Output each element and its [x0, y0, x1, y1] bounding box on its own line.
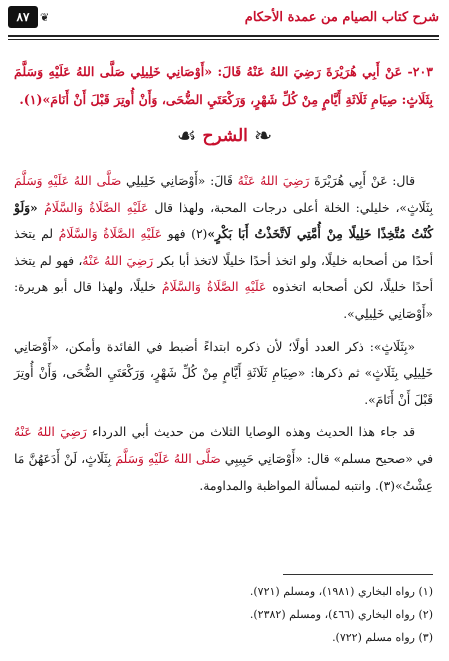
- text-run: لم يتخذ أحدًا من أصحابه خليلًا، ولو اتخذ أحدًا خليلًا لاتخذ أبا بكر: [14, 227, 433, 268]
- honorific: صَلَّى اللهُ عَلَيْهِ وَسَلَّمَ: [115, 451, 221, 466]
- page-number-box: [8, 6, 51, 28]
- text-run: قد جاء هذا الحديث وهذه الوصايا الثلاث من حديث أبي الدرداء: [86, 425, 415, 440]
- text-run: خليلًا، ولهذا قال أبو هريرة: «أَوْصَانِي خَلِيلِي».: [14, 280, 433, 321]
- running-title: شرح كتاب الصيام من عمدة الأحكام: [244, 10, 439, 25]
- text-run: . وانتبه لمسألة المواظبة والمداومة.: [199, 478, 379, 493]
- footnote: (٣) رواه مسلم (٧٢٢).: [332, 631, 433, 644]
- page-header: [8, 4, 439, 34]
- footnotes: [14, 580, 433, 649]
- ornament-icon: ❦: [40, 10, 50, 24]
- honorific: رَضِيَ اللهُ عَنْهُ: [237, 174, 310, 188]
- section-divider: [0, 120, 449, 152]
- header-rule: [8, 35, 439, 40]
- hadith-quote: «وَلَوْ كُنْتُ مُتَّخِذًا خَلِيلًا مِنْ أُمَّتِي لَاتَّخَذْتُ أَبَا بَكْرٍ»: [14, 199, 433, 242]
- honorific: رَضِيَ اللهُ عَنْهُ: [14, 425, 87, 440]
- text-run: قَالَ: «أَوْصَانِي خَلِيلِي: [121, 174, 238, 188]
- footnote-marker: (٣): [378, 478, 396, 493]
- footnote-marker: (٢): [191, 227, 208, 242]
- honorific: عَلَيْهِ الصَّلَاةُ وَالسَّلَامُ: [44, 200, 149, 215]
- footnote: (١) رواه البخاري (١٩٨١)، ومسلم (٧٢١).: [249, 585, 433, 598]
- honorific: صَلَّى اللهُ عَلَيْهِ وَسَلَّمَ: [14, 174, 122, 188]
- floral-ornament-icon: ☙: [176, 123, 197, 149]
- footnote: (٢) رواه البخاري (٤٦٦)، ومسلم (٢٣٨٢).: [249, 608, 433, 621]
- section-title: الشرح: [202, 126, 248, 146]
- text-run: قال: عَنْ أَبِي هُرَيْرَةَ: [309, 174, 415, 188]
- text-run: بِثَلَاثٍ، لَنْ أَدَعَهُنَّ مَا عِشْتُ»: [14, 451, 433, 493]
- text-run: «بِثَلَاثٍ»: ذكر العدد أولًا؛ لأن ذكره ابتداءً أضبط في الفائدة وأمكن، «أَوْصَانِي خَلِيلِي بِثَلَاثٍ» ثم ذكرها: «صِيَامِ ثَلَاثَةِ أَيَّامٍ مِنْ كُلِّ شَهْرٍ، وَرَكْعَتَيِ الضُّحَى، وَأَنْ أُوتِرَ قَبْلَ أَنْ أَنَامَ».: [14, 339, 433, 407]
- text-run: بِثَلَاثٍ»، خليلي: الخلة أعلى درجات المحبة، ولهذا قال: [148, 200, 433, 215]
- text-run: في «صحيح مسلم» قال: «أَوْصَانِي حَبِيبِي: [220, 451, 434, 466]
- paragraph: [14, 334, 433, 414]
- paragraph: [14, 168, 433, 328]
- paragraph: [14, 419, 433, 499]
- page-number: ٨٧: [8, 6, 38, 28]
- text-run: ، فهو لم يتخذ أحدًا خليلًا، لكن أصحابه اتخذوه: [14, 253, 433, 295]
- honorific: رَضِيَ اللهُ عَنْهُ: [82, 253, 154, 268]
- commentary-body: [14, 168, 433, 505]
- floral-ornament-icon: ❧: [253, 123, 273, 149]
- honorific: عَلَيْهِ الصَّلَاةُ وَالسَّلَامُ: [58, 227, 163, 242]
- honorific: عَلَيْهِ الصَّلَاةُ وَالسَّلَامُ: [161, 280, 267, 295]
- text-run: فهو: [162, 227, 192, 242]
- hadith-body: عَنْ أَبِي هُرَيْرَةَ رَضِيَ اللهُ عَنْهُ قَالَ: «أَوْصَانِي خَلِيلِي صَلَّى اللهُ عَلَيْهِ وَسَلَّمَ بِثَلَاثٍ: صِيَامِ ثَلَاثَةِ أَيَّامٍ مِنْ كُلِّ شَهْرٍ، وَرَكْعَتَيِ الضُّحَى، وَأَنْ أُوتِرَ قَبْلَ أَنْ أَنَامَ»: [14, 64, 433, 107]
- hadith-number: ٢٠٣-: [402, 64, 433, 79]
- hadith-text: [14, 58, 433, 114]
- footnote-rule: [283, 574, 433, 575]
- hadith-footnote-marker: (١).: [19, 92, 43, 107]
